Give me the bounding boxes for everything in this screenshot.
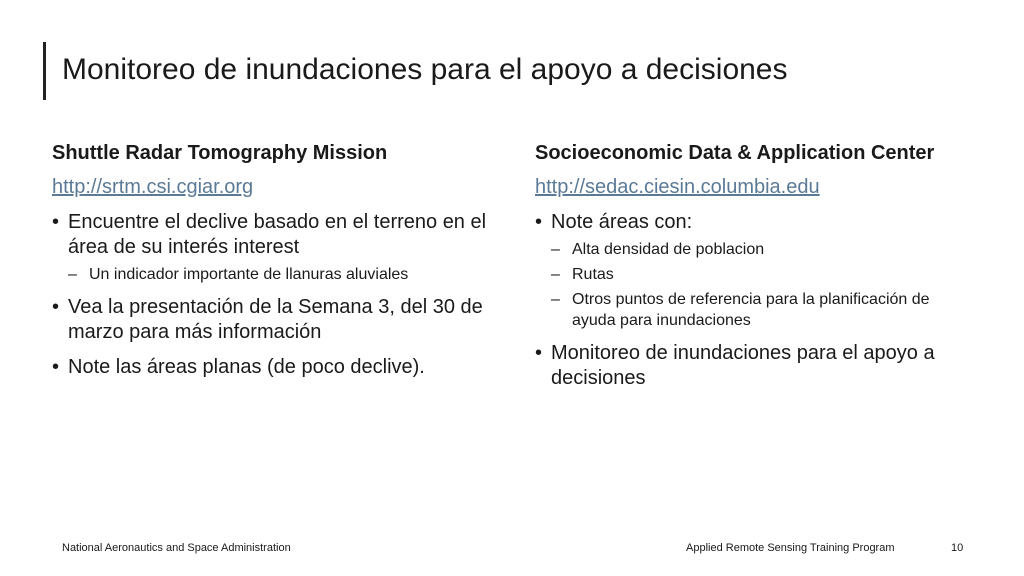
sub-bullet-list — [68, 264, 502, 285]
left-bullet-list — [52, 210, 502, 380]
bullet-text: Note áreas con: — [551, 211, 693, 233]
page-number: 10 — [951, 542, 964, 554]
list-item — [535, 210, 975, 331]
left-column — [52, 140, 502, 380]
left-column-heading: Shuttle Radar Tomography Mission — [52, 142, 388, 164]
right-bullet-list — [535, 210, 975, 391]
slide-title: Monitoreo de inundaciones para el apoyo a decisiones — [62, 53, 788, 86]
title-accent-bar — [43, 42, 46, 100]
footer-program: Applied Remote Sensing Training Program — [686, 542, 895, 554]
sedac-link[interactable]: http://sedac.ciesin.columbia.edu — [535, 176, 820, 198]
sub-list-item: – Otros puntos de referencia para la planificación de ayuda para inundaciones — [551, 289, 975, 331]
footer-organization: National Aeronautics and Space Administration — [62, 542, 291, 554]
list-item — [535, 341, 975, 391]
bullet-text: Note las áreas planas (de poco declive). — [68, 356, 425, 378]
list-item — [52, 355, 502, 380]
bullet-text: Monitoreo de inundaciones para el apoyo a decisiones — [551, 342, 935, 389]
sub-list-item: – Rutas — [551, 264, 975, 285]
srtm-link[interactable]: http://srtm.csi.cgiar.org — [52, 176, 254, 198]
sub-list-item: – Un indicador importante de llanuras aluviales — [68, 264, 502, 285]
list-item — [52, 295, 502, 345]
list-item — [52, 210, 502, 285]
sub-bullet-list — [551, 239, 975, 331]
right-column — [535, 140, 975, 391]
sub-list-item: – Alta densidad de poblacion — [551, 239, 975, 260]
bullet-text: Vea la presentación de la Semana 3, del 30 de marzo para más información — [68, 296, 483, 343]
right-column-heading: Socioeconomic Data & Application Center — [535, 142, 935, 164]
bullet-text: Encuentre el declive basado en el terreno en el área de su interés interest — [68, 211, 487, 258]
